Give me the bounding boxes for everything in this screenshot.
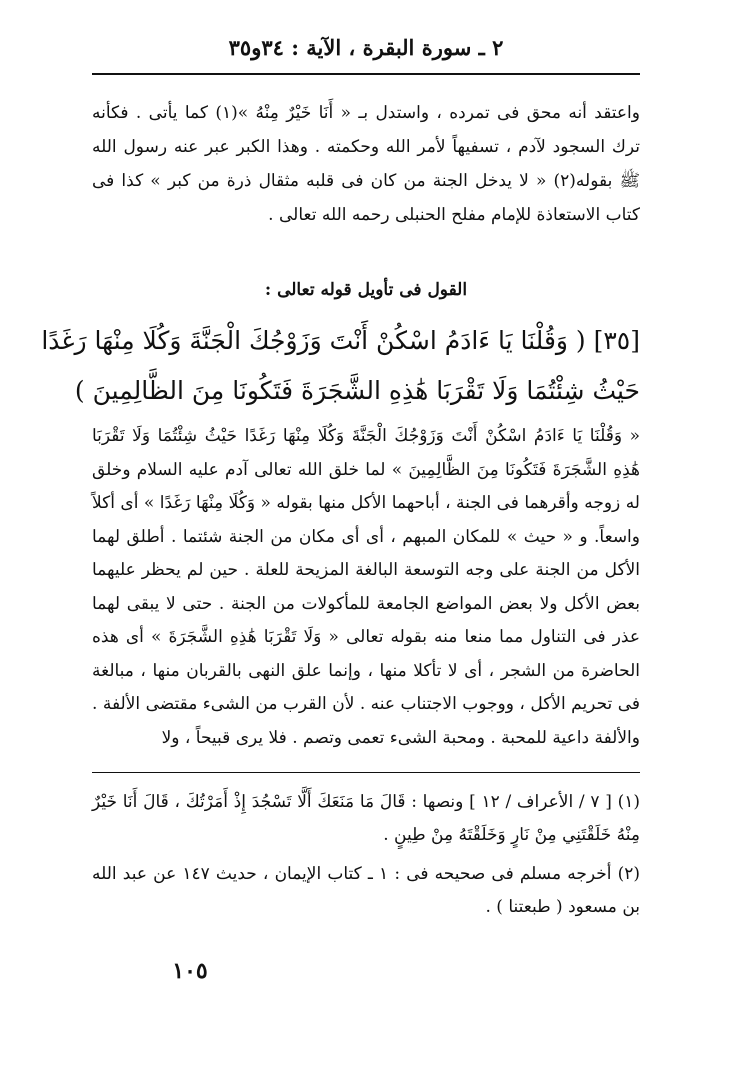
footnotes	[92, 786, 640, 930]
page-number: ١٠٥	[172, 958, 208, 984]
verse-line-2: حَيْثُ شِئْتُمَا وَلَا تَقْرَبَا هَٰذِهِ الشَّجَرَةَ فَتَكُونَا مِنَ الظَّالِمِينَ )	[74, 376, 640, 405]
footnote-2: (٢) أخرجه مسلم فى صحيحه فى : ١ ـ كتاب الإيمان ، حديث ١٤٧ عن عبد الله بن مسعود ( طبعتنا ) .	[92, 864, 641, 917]
section-title: القول فى تأويل قوله تعالى :	[264, 280, 468, 300]
footnote-1: (١) [ ٧ / الأعراف / ١٢ ] ونصها : قَالَ مَا مَنَعَكَ أَلَّا تَسْجُدَ إِذْ أَمَرْتُكَ ، قَالَ أَنَا خَيْرٌ مِنْهُ خَلَقْتَنِي مِنْ نَارٍ وَخَلَقْتَهُ مِنْ طِينٍ .	[92, 792, 640, 845]
quran-verse	[41, 316, 640, 416]
paragraph-1: واعتقد أنه محق فى تمرده ، واستدل بـ « أَنَا خَيْرٌ مِنْهُ »(١) كما يأتى . فكأنه ترك السجود لآدم ، تسفيهاً لأمر الله وحكمته . وهذا الكبر عبر عنه رسول الله ﷺ بقوله(٢) « لا يدخل الجنة من كان فى قلبه مثقال ذرة من كبر » كذا فى كتاب الاستعاذة للإمام مفلح الحنبلى رحمه الله تعالى .	[92, 103, 640, 225]
header-rule	[92, 73, 640, 75]
running-head: ٢ ـ سورة البقرة ، الآية : ٣٤و٣٥	[228, 35, 504, 60]
footnote-rule	[92, 772, 640, 773]
paragraph-2: « وَقُلْنَا يَا ءَادَمُ اسْكُنْ أَنْتَ وَزَوْجُكَ الْجَنَّةَ وَكُلَا مِنْهَا رَغَدًا حَيْثُ شِئْتُمَا وَلَا تَقْرَبَا هَٰذِهِ الشَّجَرَةَ فَتَكُونَا مِنَ الظَّالِمِينَ » لما خلق الله تعالى آدم عليه السلام وخلق له زوجه وأقرهما فى الجنة ، أباحهما الأكل منها بقوله « وَكُلَا مِنْهَا رَغَدًا » أى أكلاً واسعاً. و « حيث » للمكان المبهم ، أى أى مكان من الجنة شئتما . أطلق لهما الأكل من الجنة على وجه التوسعة البالغة المزيحة للعلة . حين لم يحظر عليهما بعض الأكل ولا بعض المواضع الجامعة للمأكولات من الجنة . حتى لا يبقى لهما عذر فى التناول مما منعا منه بقوله تعالى « وَلَا تَقْرَبَا هَٰذِهِ الشَّجَرَةَ » أى هذه الحاضرة من الشجر ، أى لا تأكلا منها ، وإنما علق النهى بالقربان منها ، مبالغة فى تحريم الأكل ، ووجوب الاجتناب عنه . لأن القرب من الشىء مقتضى الألفة . والألفة داعية للمحبة . ومحبة الشىء تعمى وتصم . فلا يرى قبيحاً ، ولا	[92, 426, 640, 748]
verse-line-1: [٣٥] ( وَقُلْنَا يَا ءَادَمُ اسْكُنْ أَنْتَ وَزَوْجُكَ الْجَنَّةَ وَكُلَا مِنْهَا رَغَدًا	[41, 326, 640, 355]
